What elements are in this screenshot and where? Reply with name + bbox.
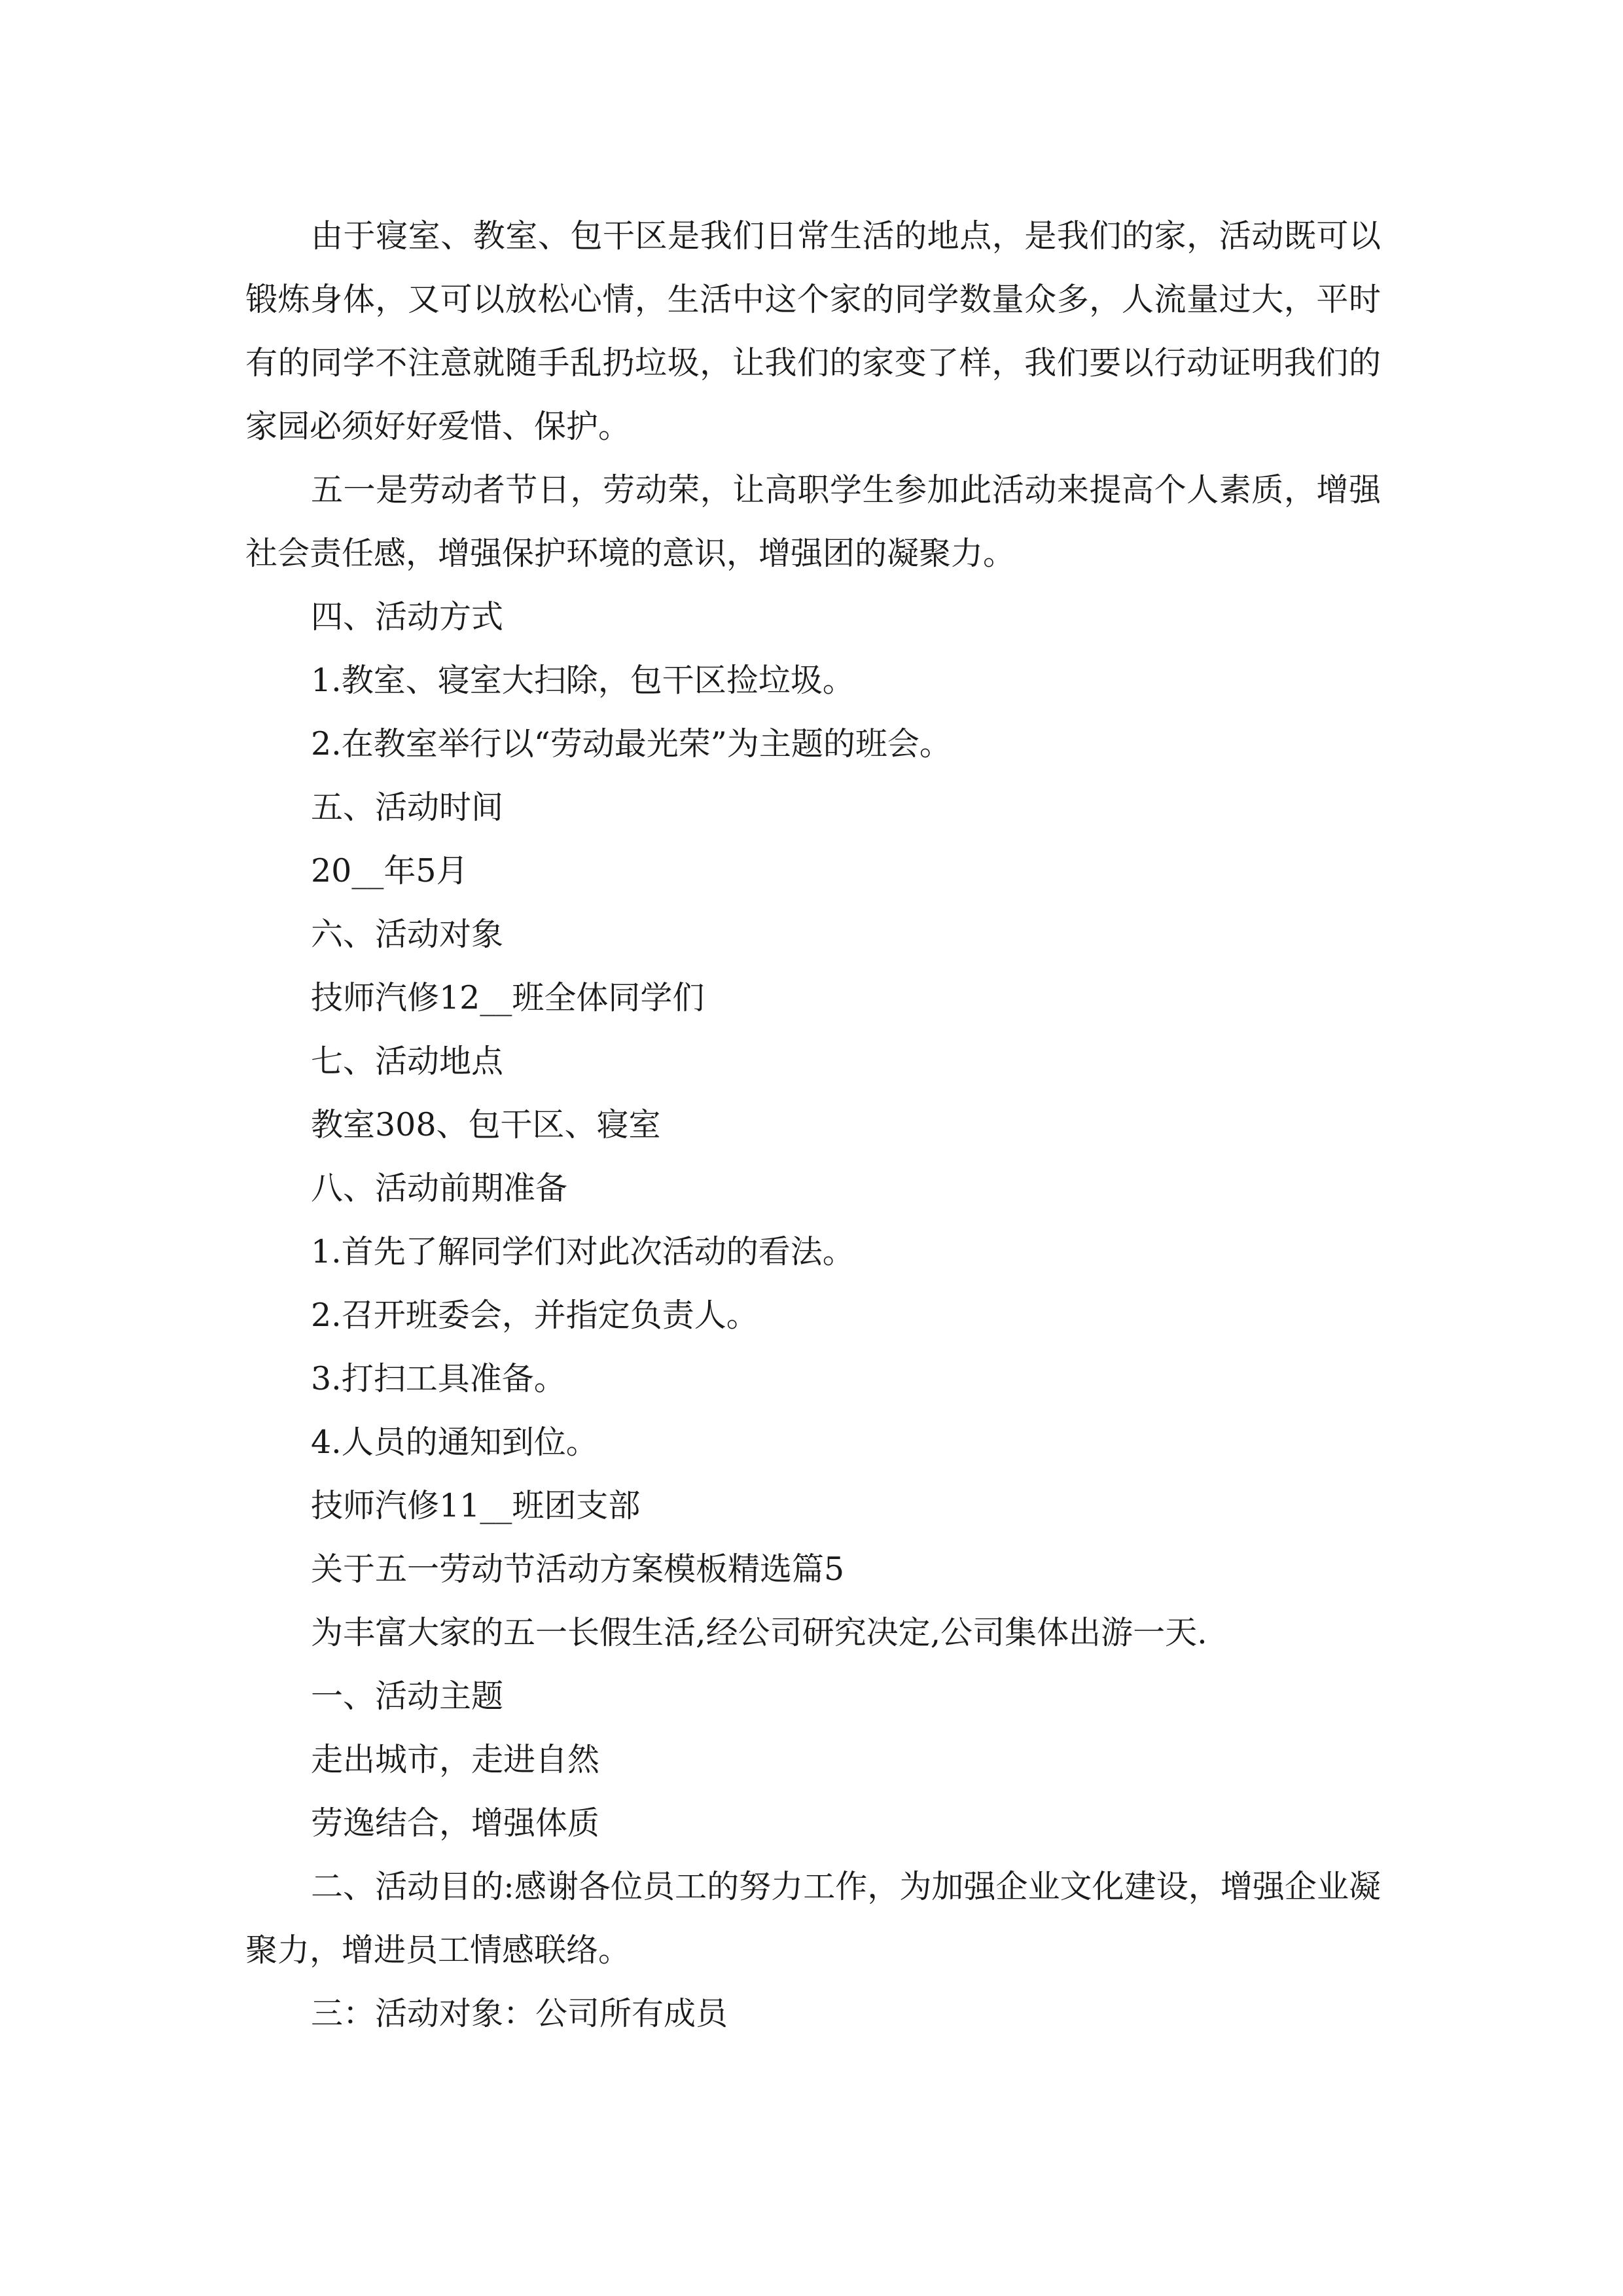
text-line: 教室308、包干区、寝室: [311, 1106, 661, 1143]
section-heading: 七、活动地点: [311, 1043, 504, 1080]
section-heading: 五、活动时间: [311, 789, 504, 826]
list-item: 1.首先了解同学们对此次活动的看法。: [311, 1233, 855, 1270]
list-item: 3.打扫工具准备。: [311, 1360, 566, 1397]
signature-line: 技师汽修11__班团支部: [311, 1487, 641, 1524]
text-line: 劳逸结合，增强体质: [311, 1804, 600, 1842]
list-item: 2.召开班委会，并指定负责人。: [311, 1297, 758, 1334]
text-line: 20__年5月: [311, 852, 469, 889]
section-heading: 四、活动方式: [311, 598, 504, 636]
paragraph: 由于寝室、教室、包干区是我们日常生活的地点，是我们的家，活动既可以锻炼身体，又可以放松心情，生活中这个家的同学数量众多，人流量过大，平时有的同学不注意就随手乱扔垃圾，让我们的家变了样，我们要以行动证明我们的家园必须好好爱惜、保护。: [245, 217, 1381, 445]
list-item: 2.在教室举行以“劳动最光荣”为主题的班会。: [311, 725, 952, 762]
document-body: [245, 204, 1381, 2045]
text-line: 走出城市，走进自然: [311, 1741, 600, 1778]
section-heading: 一、活动主题: [311, 1677, 504, 1715]
list-item: 1.教室、寝室大扫除，包干区捡垃圾。: [311, 662, 855, 699]
text-line: 技师汽修12__班全体同学们: [311, 979, 705, 1016]
list-item: 4.人员的通知到位。: [311, 1424, 598, 1461]
section-heading: 三：活动对象：公司所有成员: [311, 1995, 728, 2032]
section-heading: 八、活动前期准备: [311, 1170, 568, 1207]
paragraph: 五一是劳动者节日，劳动荣，让高职学生参加此活动来提高个人素质，增强社会责任感，增强保护环境的意识，增强团的凝聚力。: [245, 471, 1381, 572]
paragraph: 二、活动目的:感谢各位员工的努力工作，为加强企业文化建设，增强企业凝聚力，增进员工情感联络。: [245, 1868, 1381, 1969]
section-heading: 六、活动对象: [311, 916, 504, 953]
article-title: 关于五一劳动节活动方案模板精选篇5: [311, 1551, 845, 1588]
text-line: 为丰富大家的五一长假生活,经公司研究决定,公司集体出游一天.: [311, 1614, 1207, 1651]
